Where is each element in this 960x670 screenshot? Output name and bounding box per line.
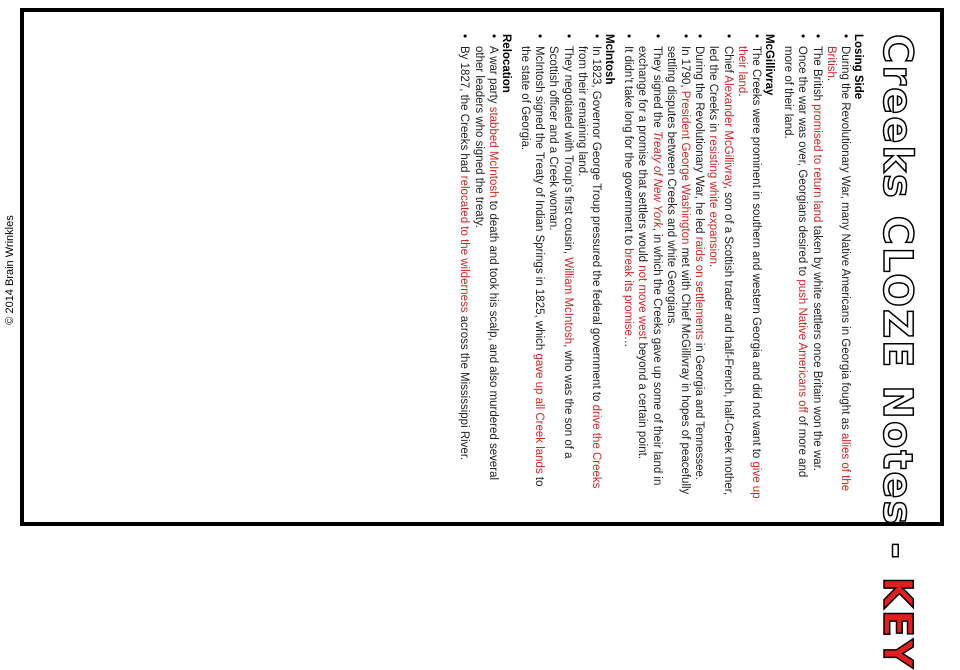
note-text: McIntosh signed the Treaty of Indian Springs in 1825, which: [533, 46, 546, 354]
key-answer: President George Washington: [678, 90, 691, 245]
page-title: [874, 34, 920, 670]
bullet-item: [735, 34, 763, 500]
section-heading: McGillivray: [762, 34, 775, 96]
title-key: KEY: [874, 576, 920, 670]
note-text: The British: [810, 46, 823, 105]
note-text: to the state of Georgia.: [518, 46, 546, 487]
title-main: Creeks CLOZE Notes -: [874, 34, 920, 577]
note-text: , in which the Creeks gave up some of their land in exchange for a promise that settlers would: [636, 46, 663, 486]
bullet-item: [692, 34, 706, 500]
note-text: In 1823, Governor George Troup pressured the federal government to: [589, 46, 602, 405]
bullet-item: [575, 34, 603, 500]
note-text: In 1790,: [678, 46, 691, 91]
note-text: , son of a Scottish trader and half-French, half-Creek mother, led the Creeks in: [707, 46, 734, 496]
note-text: They signed the: [650, 46, 663, 132]
bullet-item: [546, 34, 574, 500]
note-text: They negotiated with Troup's first cousin,: [561, 46, 574, 258]
bullet-item: [706, 34, 734, 500]
bullet-item: [824, 34, 852, 500]
note-text: .: [824, 77, 837, 82]
bullet-list: [457, 34, 500, 500]
section-heading: Relocation: [499, 34, 512, 93]
key-answer: drive the Creeks: [589, 404, 602, 489]
note-text: A war party: [486, 46, 499, 107]
bullet-item: [781, 34, 809, 500]
note-text: across the Mississippi River.: [458, 312, 471, 461]
notes-page: [24, 12, 940, 670]
key-answer: break its promise: [622, 248, 635, 336]
note-text: By 1827, the Creeks had: [458, 46, 471, 176]
key-answer: not move west: [636, 265, 649, 340]
bullet-list: [781, 34, 852, 500]
section-relocation: [457, 34, 512, 500]
section-heading: Losing Side: [852, 34, 864, 100]
key-answer: relocated to the wilderness: [458, 175, 471, 313]
bullet-list: [621, 34, 763, 500]
key-answer: Alexander McGillivray: [721, 75, 734, 186]
slide-frame: [20, 8, 944, 670]
bullet-item: [664, 34, 692, 500]
note-text: During the Revolutionary War, he led: [693, 46, 706, 237]
key-answer: raids on settlements: [693, 236, 706, 340]
bullet-item: [621, 34, 635, 500]
note-text: During the Revolutionary War, many Native Americans in Georgia fought as: [839, 46, 851, 433]
note-text: .: [707, 264, 720, 268]
note-text: in Georgia and Tennessee.: [693, 339, 706, 481]
section-losing-side: [781, 34, 864, 500]
bullet-item: [457, 34, 471, 500]
bullet-item: [809, 34, 823, 500]
note-text: The Creeks were prominent in southern and western Georgia and did not want to: [749, 46, 762, 462]
note-text: Once the war was over, Georgians desired to: [796, 46, 809, 280]
key-answer: Treaty of New York: [650, 131, 663, 228]
key-answer: resisting white expansion: [707, 135, 720, 264]
note-text: from their remaining land.: [575, 46, 588, 177]
key-answer: William McIntosh: [561, 257, 574, 345]
key-answer: gave up all Creek lands: [533, 353, 546, 474]
copyright-text: © 2014 Brain Wrinkles: [4, 215, 16, 325]
note-text: …: [622, 335, 635, 348]
key-answer: allies of the British: [824, 46, 851, 492]
note-text: beyond a certain point.: [636, 339, 649, 459]
bullet-item: [518, 34, 546, 500]
note-text: Chief: [721, 46, 734, 76]
notes-sections: [457, 34, 864, 500]
section-mcgillivray: [621, 34, 775, 500]
key-answer: stabbed McIntosh: [486, 106, 499, 198]
note-text: .: [735, 93, 748, 97]
note-text: of more and more of their land.: [782, 46, 809, 478]
bullet-list: [518, 34, 603, 500]
section-mcintosh: [518, 34, 615, 500]
key-answer: push Native Americans off: [796, 279, 809, 413]
key-answer: give up their land: [735, 46, 762, 499]
section-heading: McIntosh: [602, 34, 615, 85]
note-text: met with Chief McGillivray in hopes of peacefully settling disputes between Creeks and white Georgians.: [664, 46, 691, 495]
note-text: , who was the son of a Scottish officer and a Creek woman.: [547, 46, 574, 459]
note-text: to death and took his scalp, and also murdered several other leaders who signed the treaty.: [472, 46, 499, 481]
note-text: taken by white settlers once Britain won the war.: [810, 222, 823, 472]
bullet-item: [471, 34, 499, 500]
note-text: It didn't take long for the government to: [622, 46, 635, 249]
key-answer: promised to return land: [810, 104, 823, 223]
bullet-item: [635, 34, 663, 500]
